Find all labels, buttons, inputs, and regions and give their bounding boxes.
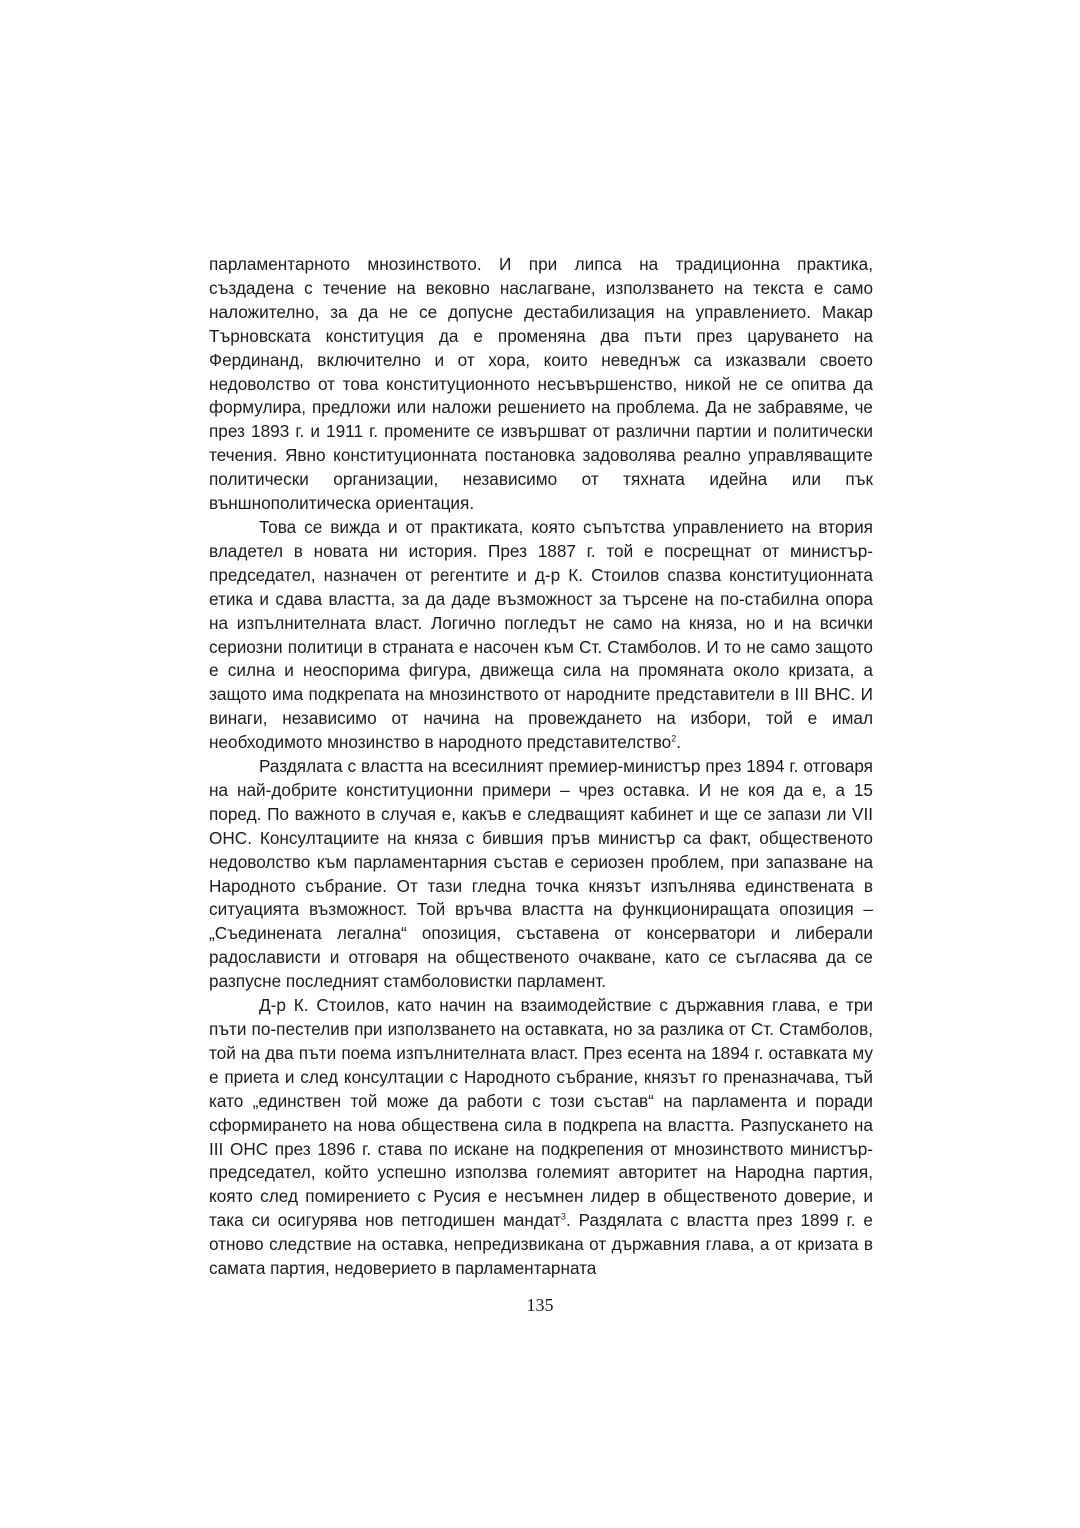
- paragraph-text-tail: . Раздялата с властта през 1899 г. е отново следствие на оставка, непредизвикана от държавния глава, а от кризата в самата партия, недоверието в парламентарната: [209, 1210, 873, 1279]
- footnote-marker[interactable]: 3: [560, 1211, 566, 1222]
- body-text: [209, 253, 873, 1281]
- paragraph-text: парламентарното мнозинството. И при липса на традиционна практика, създадена с течение на вековно наслагване, използването на текста е само наложително, за да не се допусне дестабилизация на управлението. Макар Търновската конституция да е променяна два пъти през царуването на Фердинанд, включително и от хора, които неведнъж са изказвали своето недоволство от това конституционното несъвършенство, никой не се опитва да формулира, предложи или наложи решението на проблема. Да не забравяме, че през 1893 г. и 1911 г. промените се извършват от различни партии и политически течения. Явно конституционната постановка задоволява реално управляващите политически организации, независимо от тяхната идейна или пък външнополитическа ориентация.: [209, 254, 873, 514]
- paragraph: [209, 516, 873, 755]
- page-number: 135: [526, 1295, 554, 1315]
- paragraph-text-tail: .: [676, 732, 681, 753]
- paragraph: [209, 755, 873, 994]
- paragraph: [209, 994, 873, 1281]
- paragraph: [209, 253, 873, 516]
- paragraph-text: Това се вижда и от практиката, която съпътства управлението на втория владетел в новата ни история. През 1887 г. той е посрещнат от министър-председател, назначен от регентите и д-р К. Стоилов спазва конституционната етика и сдава властта, за да даде възможност за търсене на по-стабилна опора на изпълнителната власт. Логично погледът не само на княза, но и на всички сериозни политици в страната е насочен към Ст. Стамболов. И то не само защото е силна и неоспорима фигура, движеща сила на промяната около кризата, а защото има подкрепата на мнозинството от народните представители в III ВНС. И винаги, независимо от начина на провеждането на избори, той е имал необходимото мнозинство в народното представителство: [209, 516, 873, 753]
- footnote-marker[interactable]: 2: [671, 733, 677, 744]
- paragraph-text: Раздялата с властта на всесилният премиер-министър през 1894 г. отговаря на най-добрите конституционни примери – чрез оставка. И не коя да е, а 15 поред. По важното в случая е, какъв е следващият кабинет и ще се запази ли VII ОНС. Консултациите на княза с бившия пръв министър са факт, общественото недоволство към парламентарния състав е сериозен проблем, при запазване на Народното събрание. От тази гледна точка князът изпълнява единствената в ситуацията възможност. Той връчва властта на функциониращата опозиция – „Съединената легална“ опозиция, съставена от консерватори и либерали радослависти и отговаря на общественото очакване, като се съгласява да се разпусне последният стамболовистки парламент.: [209, 756, 873, 992]
- paragraph-text: Д-р К. Стоилов, като начин на взаимодействие с държавния глава, е три пъти по-пестелив при използването на оставката, но за разлика от Ст. Стамболов, той на два пъти поема изпълнителната власт. През есента на 1894 г. оставката му е приета и след консултации с Народното събрание, князът го преназначава, тъй като „единствен той може да работи с този състав“ на парламента и поради сформирането на нова обществена сила в подкрепа на властта. Разпускането на III ОНС през 1896 г. става по искане на подкрепения от мнозинството министър-председател, който успешно използва големият авторитет на Народна партия, която след помирението с Русия е несъмнен лидер в общественото доверие, и така си осигурява нов петгодишен мандат: [209, 995, 873, 1231]
